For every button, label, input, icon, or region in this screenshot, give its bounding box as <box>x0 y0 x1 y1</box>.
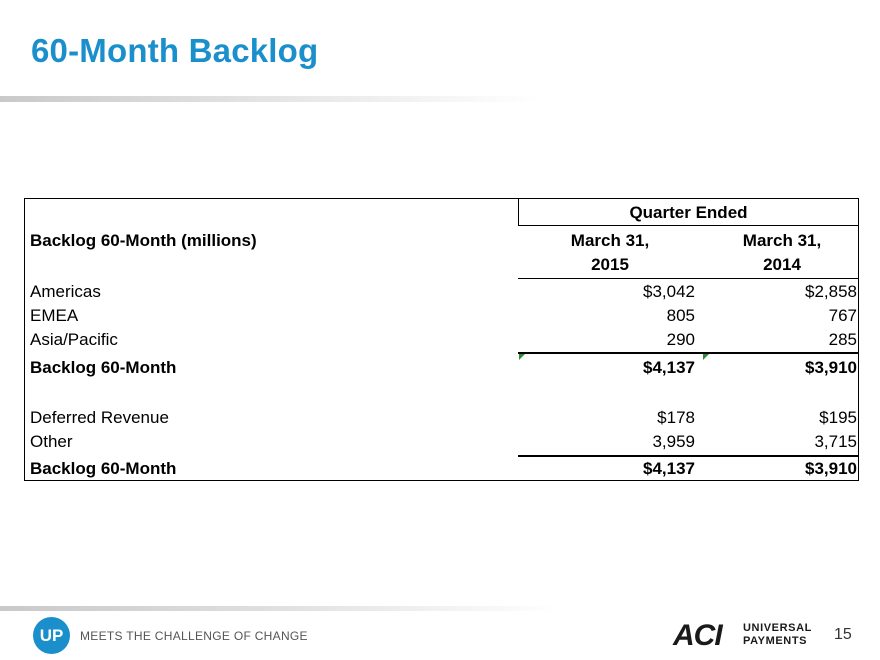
col-header-2014-line1: March 31, <box>742 231 822 250</box>
up-logo: UP <box>33 617 70 654</box>
value-2015: $4,137 <box>643 459 695 478</box>
footer-divider <box>0 606 560 611</box>
row-label: Backlog 60-Month <box>30 459 177 478</box>
brand-sub-line2: PAYMENTS <box>743 635 808 647</box>
value-2015: $178 <box>657 408 695 427</box>
row-label: Deferred Revenue <box>30 408 169 427</box>
value-2014: 285 <box>828 330 857 349</box>
quarter-ended-header: Quarter Ended <box>629 203 748 222</box>
row-label: Asia/Pacific <box>30 330 118 349</box>
col-header-2015-line1: March 31, <box>570 231 650 250</box>
row-label: Other <box>30 432 73 451</box>
page-title: 60-Month Backlog <box>31 32 319 69</box>
value-2014: $3,910 <box>805 358 857 377</box>
row-label: Americas <box>30 282 101 301</box>
cell-marker <box>703 354 709 360</box>
aci-logo: ACI <box>673 619 722 652</box>
row-header: Backlog 60-Month (millions) <box>30 231 257 250</box>
value-2014: 3,715 <box>814 432 857 451</box>
row-label: Backlog 60-Month <box>30 358 177 377</box>
footer-tagline: MEETS THE CHALLENGE OF CHANGE <box>80 629 308 643</box>
value-2015: $4,137 <box>643 358 695 377</box>
brand-subtitle <box>743 622 812 648</box>
value-2014: $3,910 <box>805 459 857 478</box>
value-2014: $2,858 <box>805 282 857 301</box>
row-label: EMEA <box>30 306 79 325</box>
page-number: 15 <box>834 626 852 643</box>
value-2015: 3,959 <box>652 432 695 451</box>
value-2015: $3,042 <box>643 282 695 301</box>
value-2014: 767 <box>828 306 857 325</box>
cell-marker <box>519 354 525 360</box>
brand-sub-line1: UNIVERSAL <box>743 622 812 634</box>
value-2014: $195 <box>819 408 857 427</box>
title-divider <box>0 96 540 102</box>
value-2015: 290 <box>666 330 695 349</box>
header-rule <box>518 278 859 279</box>
value-2015: 805 <box>666 306 695 325</box>
total-rule <box>518 455 859 457</box>
col-header-2014-line2: 2014 <box>763 255 801 274</box>
col-header-2015-line2: 2015 <box>591 255 629 274</box>
subtotal-rule <box>518 352 859 354</box>
